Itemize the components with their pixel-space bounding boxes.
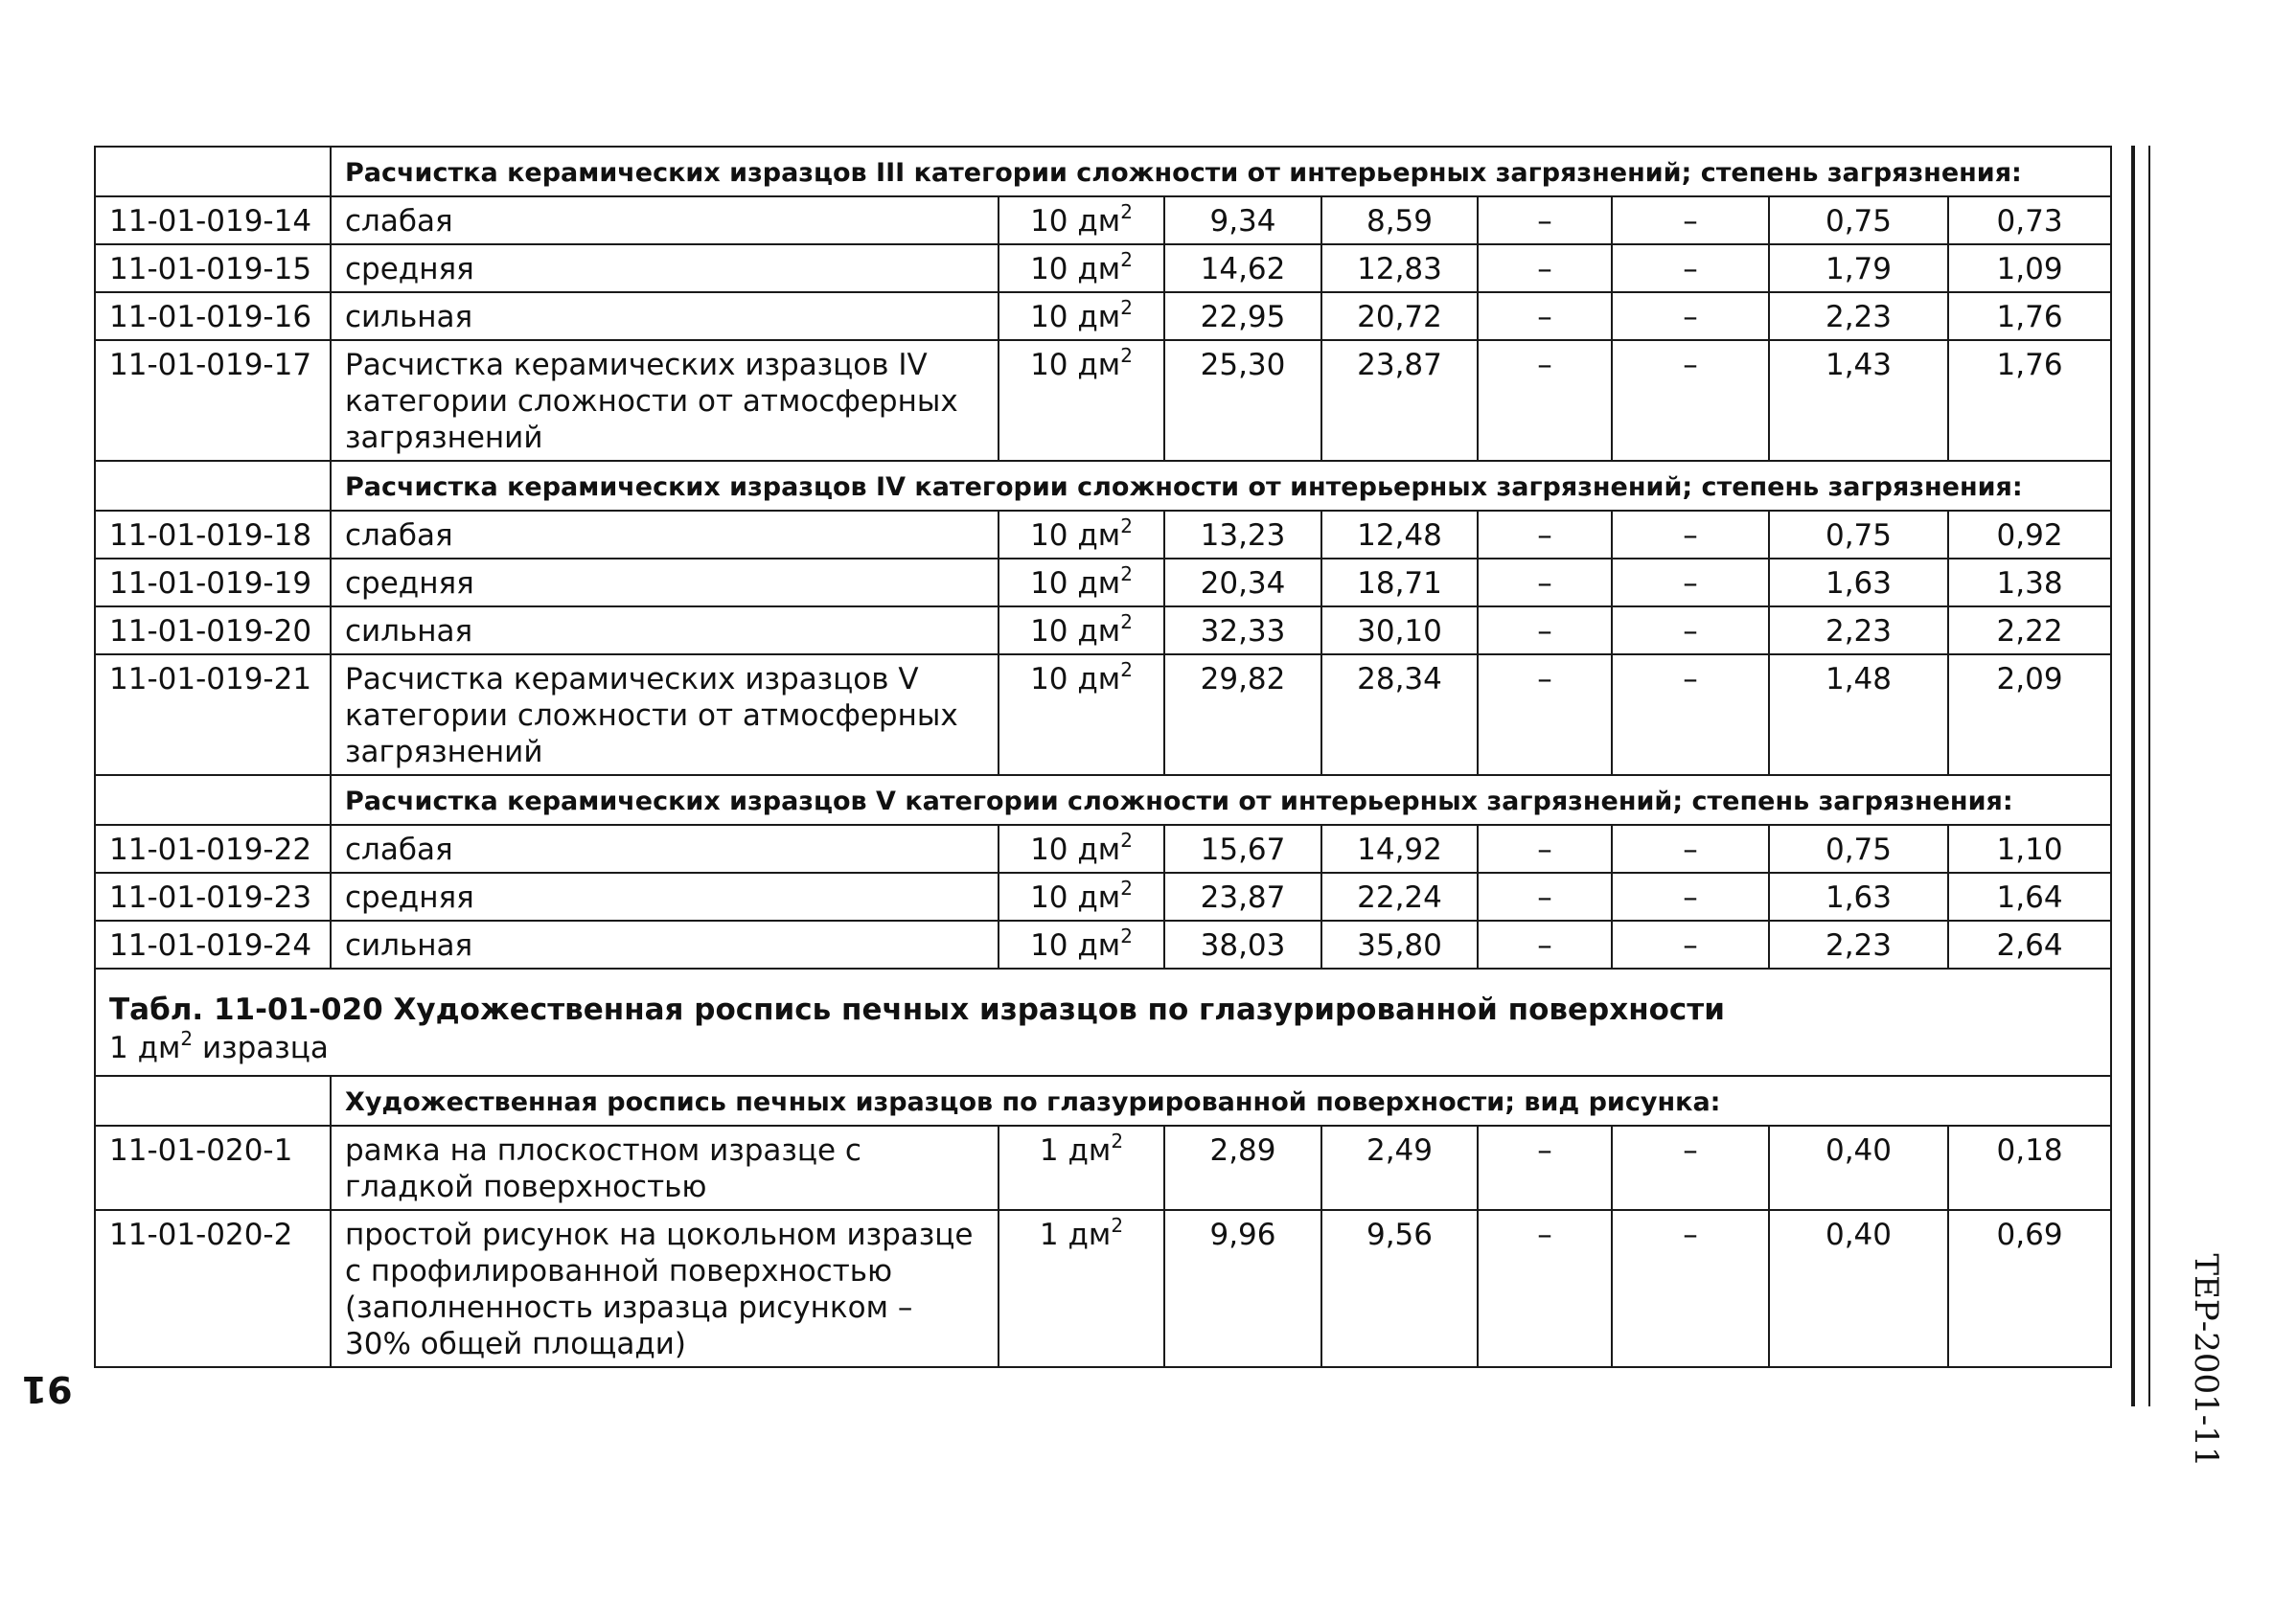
rate-row [95, 654, 2111, 775]
value-c1: 13,23 [1164, 511, 1321, 559]
work-name: слабая [331, 825, 999, 873]
empty-code-cell [95, 461, 331, 511]
value-c6: 1,09 [1948, 244, 2111, 292]
unit-cell [999, 873, 1164, 921]
value-c5: 1,79 [1769, 244, 1948, 292]
unit-value: 10 дм [1030, 662, 1121, 696]
binding-line-inner [2148, 146, 2150, 1406]
rate-row [95, 1126, 2111, 1210]
value-c3: – [1478, 921, 1612, 969]
work-name: слабая [331, 196, 999, 244]
value-c6: 1,38 [1948, 559, 2111, 606]
empty-code-cell [95, 147, 331, 196]
unit-exponent: 2 [1111, 1214, 1124, 1237]
unit-cell [999, 825, 1164, 873]
value-c1: 14,62 [1164, 244, 1321, 292]
value-c1: 9,34 [1164, 196, 1321, 244]
value-c4: – [1612, 511, 1769, 559]
section-header-row [95, 1076, 2111, 1126]
value-c4: – [1612, 606, 1769, 654]
rate-row [95, 196, 2111, 244]
rate-code: 11-01-019-24 [95, 921, 331, 969]
rate-code: 11-01-019-16 [95, 292, 331, 340]
rate-row [95, 825, 2111, 873]
value-c3: – [1478, 559, 1612, 606]
value-c4: – [1612, 196, 1769, 244]
value-c2: 22,24 [1321, 873, 1478, 921]
unit-value: 1 дм [1039, 1218, 1112, 1252]
value-c6: 0,69 [1948, 1210, 2111, 1367]
value-c4: – [1612, 292, 1769, 340]
rate-row [95, 873, 2111, 921]
value-c1: 32,33 [1164, 606, 1321, 654]
value-c2: 18,71 [1321, 559, 1478, 606]
value-c6: 2,64 [1948, 921, 2111, 969]
value-c3: – [1478, 606, 1612, 654]
unit-value: 10 дм [1030, 300, 1121, 334]
value-c1: 29,82 [1164, 654, 1321, 775]
rate-row [95, 340, 2111, 461]
work-name: сильная [331, 292, 999, 340]
value-c2: 28,34 [1321, 654, 1478, 775]
work-name: сильная [331, 606, 999, 654]
value-c2: 2,49 [1321, 1126, 1478, 1210]
unit-cell [999, 340, 1164, 461]
table-meter [109, 1029, 2101, 1067]
rate-row [95, 606, 2111, 654]
unit-exponent: 2 [1120, 248, 1133, 271]
value-c2: 9,56 [1321, 1210, 1478, 1367]
unit-exponent: 2 [1120, 562, 1133, 585]
unit-cell [999, 196, 1164, 244]
work-name: Расчистка керамических изразцов V категории сложности от атмосферных загрязнений [331, 654, 999, 775]
value-c5: 0,40 [1769, 1210, 1948, 1367]
unit-cell [999, 606, 1164, 654]
value-c5: 0,40 [1769, 1126, 1948, 1210]
value-c2: 35,80 [1321, 921, 1478, 969]
value-c3: – [1478, 244, 1612, 292]
value-c2: 12,48 [1321, 511, 1478, 559]
value-c3: – [1478, 825, 1612, 873]
rate-code: 11-01-019-23 [95, 873, 331, 921]
table-title: Табл. 11-01-020 Художественная роспись печных изразцов по глазурированной поверхности [109, 993, 1725, 1027]
page-number: 91 [21, 1368, 73, 1410]
unit-cell [999, 921, 1164, 969]
meter-exponent: 2 [180, 1027, 194, 1050]
table-title-row [95, 969, 2111, 1076]
value-c3: – [1478, 511, 1612, 559]
value-c2: 8,59 [1321, 196, 1478, 244]
value-c4: – [1612, 1210, 1769, 1367]
rate-row [95, 292, 2111, 340]
rate-row [95, 559, 2111, 606]
value-c6: 1,10 [1948, 825, 2111, 873]
unit-value: 10 дм [1030, 204, 1121, 239]
unit-value: 10 дм [1030, 518, 1121, 553]
value-c3: – [1478, 873, 1612, 921]
value-c6: 2,09 [1948, 654, 2111, 775]
section-header: Расчистка керамических изразцов V категории сложности от интерьерных загрязнений; степень загрязнения: [331, 775, 2111, 825]
rate-row [95, 921, 2111, 969]
work-name: слабая [331, 511, 999, 559]
value-c1: 38,03 [1164, 921, 1321, 969]
value-c4: – [1612, 921, 1769, 969]
rate-code: 11-01-019-14 [95, 196, 331, 244]
unit-cell [999, 292, 1164, 340]
unit-cell [999, 1210, 1164, 1367]
value-c3: – [1478, 1210, 1612, 1367]
document-code: ТЕР-2001-11 [2187, 1253, 2225, 1468]
unit-value: 10 дм [1030, 614, 1121, 649]
value-c2: 30,10 [1321, 606, 1478, 654]
meter-unit: 1 дм [109, 1031, 181, 1065]
unit-value: 10 дм [1030, 566, 1121, 601]
value-c1: 2,89 [1164, 1126, 1321, 1210]
rate-code: 11-01-020-2 [95, 1210, 331, 1367]
value-c5: 2,23 [1769, 921, 1948, 969]
value-c3: – [1478, 1126, 1612, 1210]
empty-code-cell [95, 1076, 331, 1126]
value-c4: – [1612, 825, 1769, 873]
work-name: средняя [331, 873, 999, 921]
unit-exponent: 2 [1120, 514, 1133, 537]
unit-cell [999, 654, 1164, 775]
rate-row [95, 1210, 2111, 1367]
value-c1: 20,34 [1164, 559, 1321, 606]
value-c1: 25,30 [1164, 340, 1321, 461]
value-c3: – [1478, 292, 1612, 340]
unit-value: 10 дм [1030, 880, 1121, 915]
rate-code: 11-01-020-1 [95, 1126, 331, 1210]
work-name: средняя [331, 559, 999, 606]
section-header-row [95, 461, 2111, 511]
unit-exponent: 2 [1120, 925, 1133, 947]
unit-value: 10 дм [1030, 252, 1121, 286]
unit-exponent: 2 [1120, 829, 1133, 852]
unit-exponent: 2 [1120, 296, 1133, 319]
unit-exponent: 2 [1120, 344, 1133, 367]
unit-value: 10 дм [1030, 928, 1121, 963]
value-c2: 12,83 [1321, 244, 1478, 292]
value-c6: 2,22 [1948, 606, 2111, 654]
value-c5: 2,23 [1769, 292, 1948, 340]
unit-exponent: 2 [1120, 877, 1133, 900]
value-c6: 1,64 [1948, 873, 2111, 921]
section-header: Расчистка керамических изразцов III категории сложности от интерьерных загрязнений; степень загрязнения: [331, 147, 2111, 196]
rate-row [95, 511, 2111, 559]
value-c2: 20,72 [1321, 292, 1478, 340]
value-c5: 1,63 [1769, 873, 1948, 921]
rate-code: 11-01-019-19 [95, 559, 331, 606]
unit-exponent: 2 [1120, 200, 1133, 223]
value-c5: 1,63 [1769, 559, 1948, 606]
binding-line [2131, 146, 2135, 1406]
section-header: Расчистка керамических изразцов IV категории сложности от интерьерных загрязнений; степень загрязнения: [331, 461, 2111, 511]
section-header-row [95, 775, 2111, 825]
unit-value: 10 дм [1030, 348, 1121, 382]
value-c6: 1,76 [1948, 340, 2111, 461]
empty-code-cell [95, 775, 331, 825]
value-c4: – [1612, 340, 1769, 461]
value-c6: 1,76 [1948, 292, 2111, 340]
value-c6: 0,18 [1948, 1126, 2111, 1210]
value-c5: 2,23 [1769, 606, 1948, 654]
unit-cell [999, 244, 1164, 292]
value-c1: 22,95 [1164, 292, 1321, 340]
unit-value: 10 дм [1030, 833, 1121, 867]
table-title-cell [95, 969, 2111, 1076]
section-header: Художественная роспись печных изразцов по глазурированной поверхности; вид рисунка: [331, 1076, 2111, 1126]
rate-code: 11-01-019-15 [95, 244, 331, 292]
rate-code: 11-01-019-21 [95, 654, 331, 775]
rate-code: 11-01-019-18 [95, 511, 331, 559]
value-c2: 14,92 [1321, 825, 1478, 873]
rate-code: 11-01-019-17 [95, 340, 331, 461]
value-c4: – [1612, 244, 1769, 292]
unit-exponent: 2 [1120, 610, 1133, 633]
value-c5: 1,43 [1769, 340, 1948, 461]
work-name: Расчистка керамических изразцов IV категории сложности от атмосферных загрязнений [331, 340, 999, 461]
value-c5: 0,75 [1769, 511, 1948, 559]
value-c5: 0,75 [1769, 196, 1948, 244]
unit-exponent: 2 [1120, 658, 1133, 681]
work-name: средняя [331, 244, 999, 292]
section-header-row [95, 147, 2111, 196]
rates-table [94, 146, 2112, 1368]
value-c5: 0,75 [1769, 825, 1948, 873]
value-c3: – [1478, 654, 1612, 775]
value-c4: – [1612, 559, 1769, 606]
meter-suffix: изразца [193, 1031, 329, 1065]
rate-row [95, 244, 2111, 292]
value-c3: – [1478, 196, 1612, 244]
value-c6: 0,92 [1948, 511, 2111, 559]
value-c3: – [1478, 340, 1612, 461]
work-name: простой рисунок на цокольном изразце с профилированной поверхностью (заполненность изразца рисунком – 30% общей площади) [331, 1210, 999, 1367]
value-c4: – [1612, 1126, 1769, 1210]
value-c4: – [1612, 654, 1769, 775]
rate-code: 11-01-019-22 [95, 825, 331, 873]
value-c2: 23,87 [1321, 340, 1478, 461]
work-name: рамка на плоскостном изразце с гладкой поверхностью [331, 1126, 999, 1210]
unit-exponent: 2 [1111, 1130, 1124, 1153]
value-c1: 15,67 [1164, 825, 1321, 873]
unit-cell [999, 1126, 1164, 1210]
value-c1: 23,87 [1164, 873, 1321, 921]
unit-cell [999, 559, 1164, 606]
work-name: сильная [331, 921, 999, 969]
value-c4: – [1612, 873, 1769, 921]
value-c6: 0,73 [1948, 196, 2111, 244]
rate-code: 11-01-019-20 [95, 606, 331, 654]
value-c5: 1,48 [1769, 654, 1948, 775]
value-c1: 9,96 [1164, 1210, 1321, 1367]
unit-value: 1 дм [1039, 1133, 1112, 1168]
unit-cell [999, 511, 1164, 559]
